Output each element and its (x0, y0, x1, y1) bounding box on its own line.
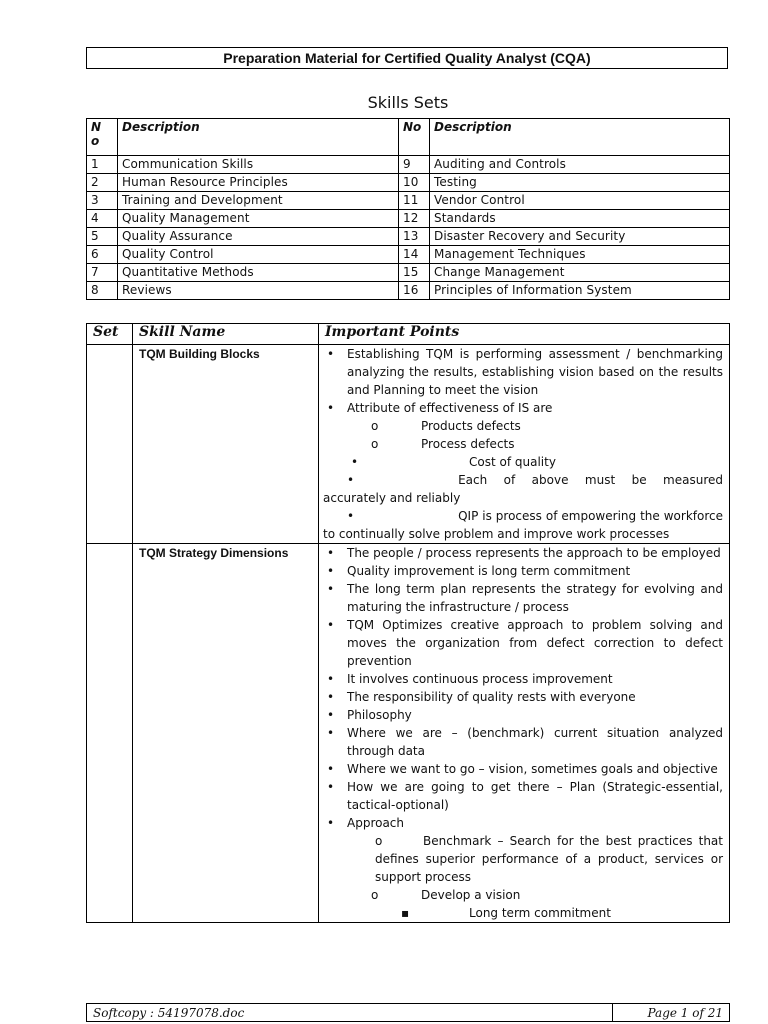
footer-filename: Softcopy : 54197078.doc (93, 1006, 245, 1020)
footer-divider (612, 1004, 613, 1021)
bullet-icon: • (327, 690, 335, 704)
circle-bullet-icon: o (371, 419, 379, 433)
bullet-icon: • (327, 347, 335, 361)
bullet-icon: • (347, 509, 355, 523)
cell-desc: Communication Skills (118, 156, 399, 174)
list-item: • Cost of quality (351, 455, 556, 469)
list-item: • QIP is process of empowering the workforce to continually solve problem and improve work processes (323, 509, 723, 541)
table-row (87, 345, 730, 544)
list-item: • The responsibility of quality rests with everyone (327, 690, 636, 704)
circle-bullet-icon: o (371, 437, 379, 451)
list-item: • Where we want to go – vision, sometimes goals and objective (327, 762, 718, 776)
list-item: • Establishing TQM is performing assessment / benchmarking analyzing the results, establishing vision based on the results and Planning to meet the vision (327, 347, 723, 397)
header-title: Preparation Material for Certified Quality Analyst (CQA) (223, 50, 591, 66)
square-bullet-icon: ▪ (401, 906, 410, 920)
cell-no: 12 (399, 210, 430, 228)
list-item: • How we are going to get there – Plan (Strategic-essential, tactical-optional) (327, 780, 723, 812)
col-skill-name-header: Skill Name (133, 324, 319, 345)
cell-desc: Auditing and Controls (430, 156, 730, 174)
list-item: o Develop a vision (371, 888, 521, 902)
table-row (87, 156, 730, 174)
col-important-points-header: Important Points (319, 324, 730, 345)
page-footer (86, 1003, 730, 1022)
bullet-icon: • (327, 618, 335, 632)
cell-no: 9 (399, 156, 430, 174)
cell-desc: Testing (430, 174, 730, 192)
bullet-icon: • (327, 582, 335, 596)
set-cell (87, 544, 133, 923)
table-row (87, 264, 730, 282)
list-item: • The long term plan represents the strategy for evolving and maturing the infrastructure / process (327, 582, 723, 614)
cell-no: 2 (87, 174, 118, 192)
cell-no: 1 (87, 156, 118, 174)
cell-no: 11 (399, 192, 430, 210)
cell-desc: Reviews (118, 282, 399, 300)
bullet-icon: • (327, 401, 335, 415)
points-cell (319, 544, 730, 923)
col-description2-header: Description (430, 119, 730, 156)
cell-no: 7 (87, 264, 118, 282)
document-header (86, 47, 728, 69)
list-item: • Approach (327, 816, 405, 830)
skills-header-row (87, 119, 730, 156)
list-item: • It involves continuous process improvement (327, 672, 613, 686)
table-row (87, 174, 730, 192)
list-item: • Philosophy (327, 708, 412, 722)
skills-table (86, 118, 730, 300)
list-item: o Process defects (371, 437, 515, 451)
bullet-icon: • (347, 473, 355, 487)
table-row (87, 192, 730, 210)
cell-desc: Quality Control (118, 246, 399, 264)
cell-no: 8 (87, 282, 118, 300)
cell-desc: Change Management (430, 264, 730, 282)
cell-desc: Management Techniques (430, 246, 730, 264)
table-row (87, 228, 730, 246)
circle-bullet-icon: o (375, 834, 383, 848)
cell-no: 16 (399, 282, 430, 300)
bullet-icon: • (351, 455, 359, 469)
points-cell (319, 345, 730, 544)
bullet-icon: • (327, 726, 335, 740)
list-item: • Attribute of effectiveness of IS are (327, 401, 553, 415)
table-row (87, 246, 730, 264)
bullet-icon: • (327, 564, 335, 578)
set-cell (87, 345, 133, 544)
list-item: • TQM Optimizes creative approach to problem solving and moves the organization from defect correction to defect prevention (327, 618, 723, 668)
bullet-icon: • (327, 780, 335, 794)
cell-no: 14 (399, 246, 430, 264)
cell-no: 5 (87, 228, 118, 246)
cell-desc: Disaster Recovery and Security (430, 228, 730, 246)
col-description-header: Description (118, 119, 399, 156)
list-item: o Benchmark – Search for the best practices that defines superior performance of a product, services or support process (375, 834, 723, 884)
cell-desc: Principles of Information System (430, 282, 730, 300)
cell-no: 15 (399, 264, 430, 282)
circle-bullet-icon: o (371, 888, 379, 902)
list-item: • Where we are – (benchmark) current situation analyzed through data (327, 726, 723, 758)
bullet-icon: • (327, 672, 335, 686)
cell-no: 10 (399, 174, 430, 192)
table-row (87, 282, 730, 300)
col-no2-header: No (399, 119, 430, 156)
col-no-header: N o (87, 119, 118, 156)
important-points-table (86, 323, 730, 923)
list-item: o Products defects (371, 419, 521, 433)
cell-desc: Vendor Control (430, 192, 730, 210)
cell-no: 4 (87, 210, 118, 228)
cell-desc: Quality Assurance (118, 228, 399, 246)
list-item: ▪ Long term commitment (401, 906, 611, 920)
cell-desc: Human Resource Principles (118, 174, 399, 192)
table-row (87, 544, 730, 923)
skills-sets-title: Skills Sets (367, 93, 449, 112)
list-item: • Quality improvement is long term commitment (327, 564, 631, 578)
cell-desc: Standards (430, 210, 730, 228)
main-header-row (87, 324, 730, 345)
bullet-icon: • (327, 708, 335, 722)
skill-name-cell: TQM Building Blocks (133, 345, 319, 544)
skill-name-cell: TQM Strategy Dimensions (133, 544, 319, 923)
cell-no: 6 (87, 246, 118, 264)
cell-desc: Quality Management (118, 210, 399, 228)
cell-no: 13 (399, 228, 430, 246)
bullet-icon: • (327, 762, 335, 776)
col-set-header: Set (87, 324, 133, 345)
cell-desc: Training and Development (118, 192, 399, 210)
bullet-icon: • (327, 546, 335, 560)
list-item: • Each of above must be measured accurately and reliably (323, 473, 723, 505)
footer-page-number: Page 1 of 21 (647, 1006, 723, 1020)
cell-no: 3 (87, 192, 118, 210)
cell-desc: Quantitative Methods (118, 264, 399, 282)
bullet-icon: • (327, 816, 335, 830)
table-row (87, 210, 730, 228)
list-item: • The people / process represents the approach to be employed (327, 546, 721, 560)
